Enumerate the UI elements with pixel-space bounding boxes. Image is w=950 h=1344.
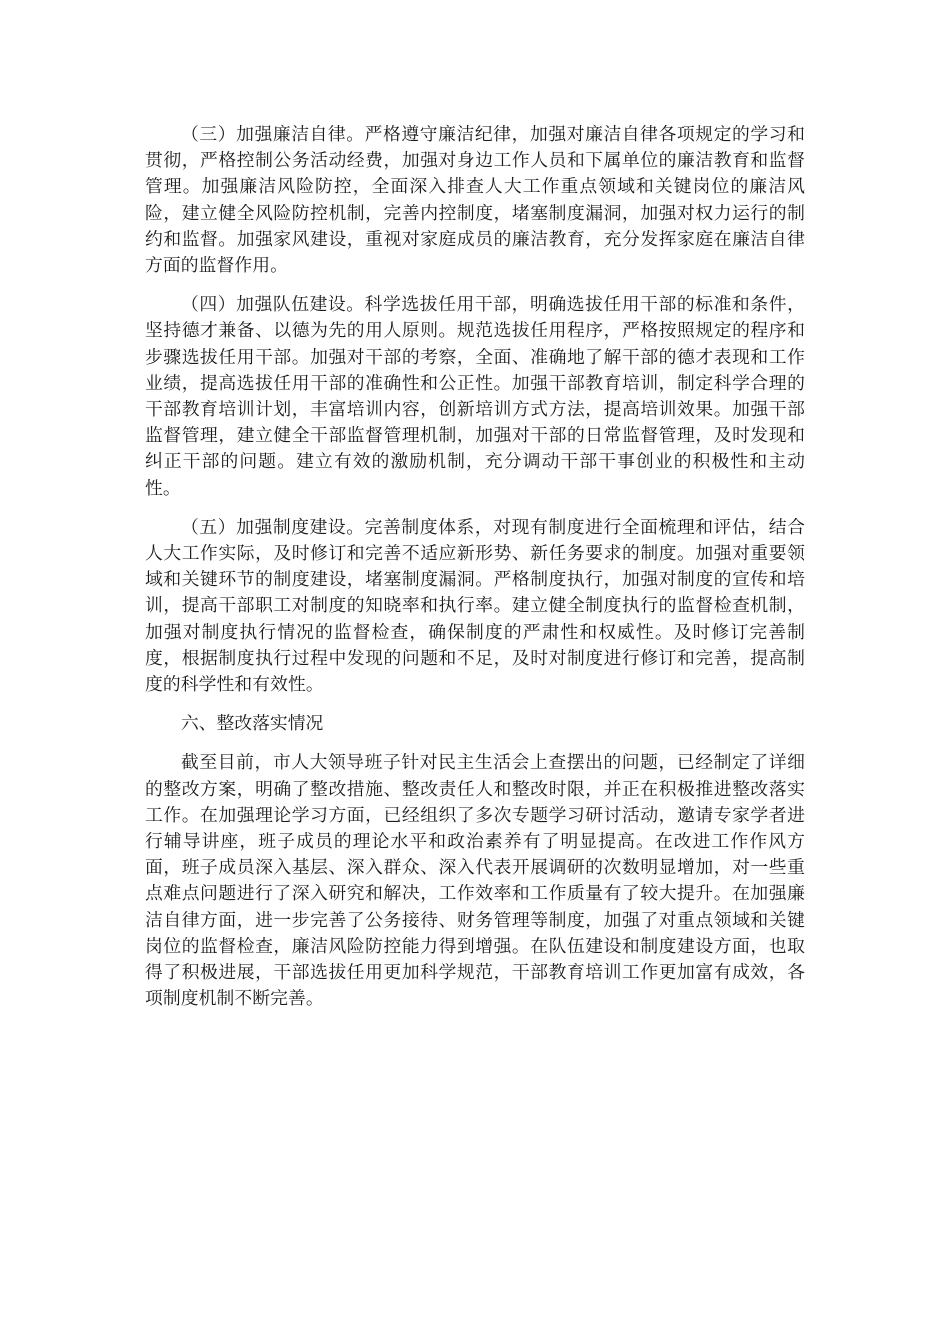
section-heading-rectification: 六、整改落实情况 — [181, 713, 324, 735]
paragraph-team-building: （四）加强队伍建设。科学选拔任用干部，明确选拔任用干部的标准和条件，坚持德才兼备、以德为先的用人原则。规范选拔任用程序，严格按照规定的程序和步骤选拔任用干部。加强对干部的考察，全面、准确地了解干部的德才表现和工作业绩，提高选拔任用干部的准确性和公正性。加强干部教育培训，制定科学合理的干部教育培训计划，丰富培训内容，创新培训方式方法，提高培训效果。加强干部监督管理，建立健全干部监督管理机制，加强对干部的日常监督管理，及时发现和纠正干部的问题。建立有效的激励机制，充分调动干部干事创业的积极性和主动性。 — [145, 294, 805, 499]
paragraph-rectification-progress: 截至目前，市人大领导班子针对民主生活会上查摆出的问题，已经制定了详细的整改方案，明确了整改措施、整改责任人和整改时限，并正在积极推进整改落实工作。在加强理论学习方面，已经组织了多次专题学习研讨活动，邀请专家学者进行辅导讲座，班子成员的理论水平和政治素养有了明显提高。在改进工作作风方面，班子成员深入基层、深入群众、深入代表开展调研的次数明显增加，对一些重点难点问题进行了深入研究和解决，工作效率和工作质量有了较大提升。在加强廉洁自律方面，进一步完善了公务接待、财务管理等制度，加强了对重点领域和关键岗位的监督检查，廉洁风险防控能力得到增强。在队伍建设和制度建设方面，也取得了积极进展，干部选拔任用更加科学规范，干部教育培训工作更加富有成效，各项制度机制不断完善。 — [145, 752, 805, 1010]
document-page — [145, 122, 805, 1026]
paragraph-integrity-self-discipline: （三）加强廉洁自律。严格遵守廉洁纪律，加强对廉洁自律各项规定的学习和贯彻，严格控制公务活动经费，加强对身边工作人员和下属单位的廉洁教育和监督管理。加强廉洁风险防控，全面深入排查人大工作重点领域和关键岗位的廉洁风险，建立健全风险防控机制，完善内控制度，堵塞制度漏洞，加强对权力运行的制约和监督。加强家风建设，重视对家庭成员的廉洁教育，充分发挥家庭在廉洁自律方面的监督作用。 — [145, 124, 805, 277]
paragraph-system-building: （五）加强制度建设。完善制度体系，对现有制度进行全面梳理和评估，结合人大工作实际，及时修订和完善不适应新形势、新任务要求的制度。加强对重要领域和关键环节的制度建设，堵塞制度漏洞。严格制度执行，加强对制度的宣传和培训，提高干部职工对制度的知晓率和执行率。建立健全制度执行的监督检查机制，加强对制度执行情况的监督检查，确保制度的严肃性和权威性。及时修订完善制度，根据制度执行过程中发现的问题和不足，及时对制度进行修订和完善，提高制度的科学性和有效性。 — [145, 516, 805, 696]
